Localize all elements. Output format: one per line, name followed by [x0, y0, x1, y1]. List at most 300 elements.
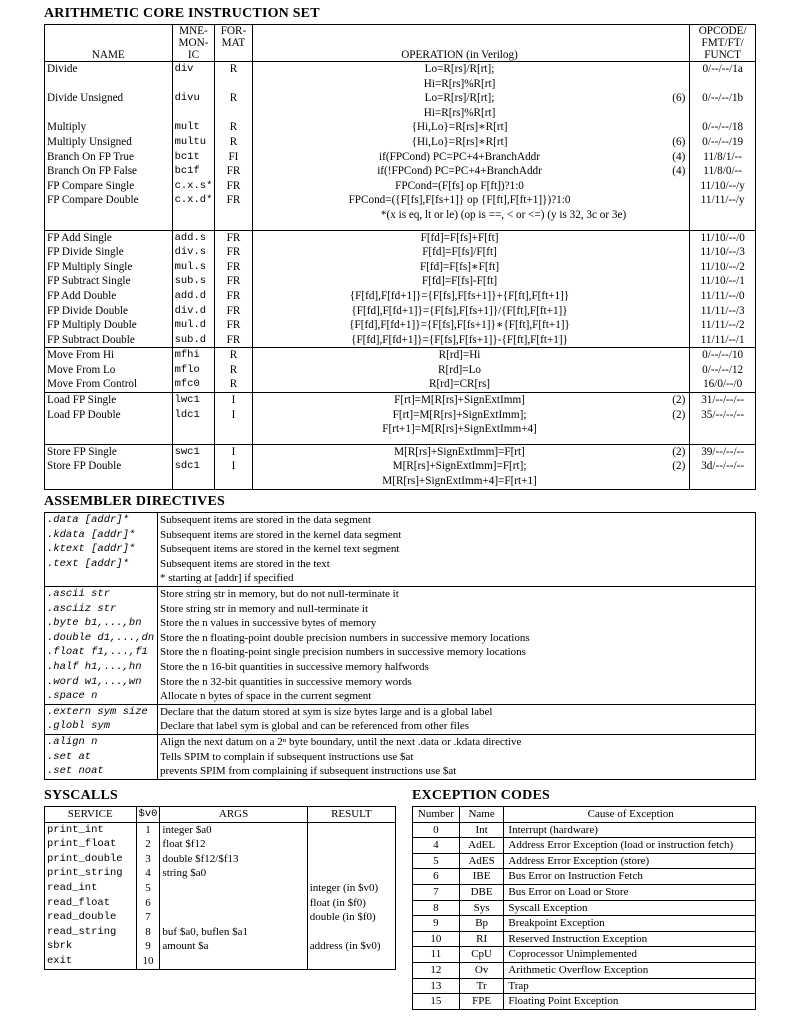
header-format-line: MAT [221, 37, 246, 49]
instruction-format: FR [215, 289, 252, 304]
syscall-row [45, 866, 396, 881]
instruction-operation: Hi=R[rs]%R[rt] [252, 77, 667, 92]
syscall-service: print_int [45, 822, 137, 837]
instruction-name [45, 77, 173, 92]
exception-name: Ov [459, 962, 504, 978]
syscall-v0: 2 [136, 837, 160, 852]
header-note [667, 25, 690, 62]
exception-row [413, 994, 756, 1010]
instruction-operation: F[fd]=F[fs]/F[ft] [252, 245, 667, 260]
directive-row [45, 542, 756, 557]
instruction-format: FR [215, 318, 252, 333]
syscall-result [307, 852, 395, 867]
instruction-operation: F[rt]=M[R[rs]+SignExtImm] [252, 393, 667, 408]
instruction-row [45, 120, 756, 135]
instruction-note [667, 179, 690, 194]
instruction-opcode [690, 422, 756, 437]
instruction-name [45, 422, 173, 437]
directive-name: .extern sym size [45, 704, 158, 719]
instruction-mnemonic: bc1t [172, 150, 215, 165]
exception-name: Bp [459, 916, 504, 932]
instruction-name: FP Divide Single [45, 245, 173, 260]
directive-name: .globl sym [45, 719, 158, 734]
instruction-opcode: 11/11/--/0 [690, 289, 756, 304]
directive-description: Subsequent items are stored in the kernel text segment [157, 542, 755, 557]
syscall-result [307, 822, 395, 837]
instruction-row [45, 333, 756, 348]
syscall-v0: 1 [136, 822, 160, 837]
instruction-row [45, 422, 756, 437]
syscall-row [45, 910, 396, 925]
directive-name: .word w1,...,wn [45, 675, 158, 690]
instruction-row [45, 444, 756, 459]
exception-name: DBE [459, 884, 504, 900]
instruction-format: R [215, 135, 252, 150]
header-opcode-line: FUNCT [704, 49, 741, 61]
instruction-name: Move From Hi [45, 348, 173, 363]
syscall-service: sbrk [45, 939, 137, 954]
instruction-note [667, 474, 690, 489]
instruction-row [45, 408, 756, 423]
directive-row [45, 764, 756, 779]
instruction-operation: F[fd]=F[fs]∗F[ft] [252, 260, 667, 275]
instruction-format: FR [215, 245, 252, 260]
syscall-service: exit [45, 954, 137, 969]
instruction-operation: FPCond=({F[fs],F[fs+1]} op {F[ft],F[ft+1]})?1:0 [252, 193, 667, 208]
instruction-name: Load FP Single [45, 393, 173, 408]
instruction-mnemonic: multu [172, 135, 215, 150]
instruction-opcode: 11/8/1/-- [690, 150, 756, 165]
instruction-mnemonic: add.d [172, 289, 215, 304]
directives-title: ASSEMBLER DIRECTIVES [44, 494, 225, 509]
instruction-opcode: 0/--/--/18 [690, 120, 756, 135]
instruction-row [45, 91, 756, 106]
instruction-note: (2) [672, 408, 686, 421]
instruction-operation: M[R[rs]+SignExtImm+4]=F[rt+1] [252, 474, 667, 489]
exceptions-header-row [413, 807, 756, 823]
instruction-opcode: 11/10/--/1 [690, 274, 756, 289]
instruction-row [45, 274, 756, 289]
instruction-mnemonic: lwc1 [172, 393, 215, 408]
instruction-note [667, 422, 690, 437]
instruction-format: R [215, 91, 252, 106]
syscall-args: buf $a0, buflen $a1 [160, 925, 307, 940]
instruction-opcode: 0/--/--/1b [690, 91, 756, 106]
instruction-opcode: 0/--/--/10 [690, 348, 756, 363]
directive-description: Tells SPIM to complain if subsequent instructions use $at [157, 750, 755, 765]
instruction-opcode: 11/11/--/2 [690, 318, 756, 333]
directive-description: Store string str in memory and null-terminate it [157, 602, 755, 617]
exception-codes-table [412, 806, 756, 1010]
syscall-row [45, 896, 396, 911]
exception-row [413, 962, 756, 978]
instruction-operation: F[rt]=M[R[rs]+SignExtImm]; [252, 408, 667, 423]
instruction-note [667, 363, 690, 378]
instruction-name: Branch On FP True [45, 150, 173, 165]
instruction-opcode: 11/10/--/3 [690, 245, 756, 260]
instruction-mnemonic: sdc1 [172, 459, 215, 474]
instruction-mnemonic: div.d [172, 304, 215, 319]
syscalls-header-row [45, 807, 396, 823]
exception-number: 15 [413, 994, 460, 1010]
instruction-mnemonic [172, 422, 215, 437]
instruction-format: I [215, 408, 252, 423]
instruction-operation: R[rd]=CR[rs] [252, 377, 667, 392]
syscall-result: integer (in $v0) [307, 881, 395, 896]
instruction-note: (4) [672, 165, 686, 178]
syscall-row [45, 881, 396, 896]
exception-cause: Address Error Exception (load or instruction fetch) [504, 838, 756, 854]
instruction-note [667, 193, 690, 208]
exception-row [413, 869, 756, 885]
instruction-name: FP Multiply Double [45, 318, 173, 333]
directive-name: .data [addr]* [45, 513, 158, 528]
instruction-opcode: 11/11/--/1 [690, 333, 756, 348]
instruction-operation: R[rd]=Lo [252, 363, 667, 378]
instruction-mnemonic [172, 106, 215, 121]
instruction-mnemonic: sub.d [172, 333, 215, 348]
instruction-note: (6) [672, 135, 686, 148]
syscalls-title: SYSCALLS [44, 788, 118, 803]
directive-name: .ascii str [45, 586, 158, 601]
directive-name: .ktext [addr]* [45, 542, 158, 557]
directive-name: .set noat [45, 764, 158, 779]
instruction-format: FR [215, 193, 252, 208]
instruction-format: FR [215, 304, 252, 319]
instruction-opcode: 0/--/--/12 [690, 363, 756, 378]
instruction-mnemonic: mfhi [172, 348, 215, 363]
instruction-row [45, 393, 756, 408]
exception-row [413, 884, 756, 900]
syscall-v0: 5 [136, 881, 160, 896]
exception-name: RI [459, 931, 504, 947]
instruction-note: (2) [667, 444, 690, 459]
instruction-mnemonic [172, 208, 215, 223]
instruction-name: Store FP Double [45, 459, 173, 474]
directive-description: Store string str in memory, but do not null-terminate it [157, 586, 755, 601]
syscall-result [307, 954, 395, 969]
instruction-name: Branch On FP False [45, 164, 173, 179]
syscall-result [307, 925, 395, 940]
directive-description: Subsequent items are stored in the kernel data segment [157, 528, 755, 543]
syscall-args: integer $a0 [160, 822, 307, 837]
directive-description: Declare that the datum stored at sym is size bytes large and is a global label [157, 704, 755, 719]
instruction-row [45, 193, 756, 208]
instruction-opcode: 35/--/--/-- [690, 408, 756, 423]
instruction-row [45, 459, 756, 474]
directive-description: prevents SPIM from complaining if subsequent instructions use $at [157, 764, 755, 779]
instruction-mnemonic: swc1 [172, 444, 215, 459]
exception-name: FPE [459, 994, 504, 1010]
instruction-row [45, 260, 756, 275]
instruction-opcode: 0/--/--/19 [690, 135, 756, 150]
syscall-result: float (in $f0) [307, 896, 395, 911]
instruction-operation: R[rd]=Hi [252, 348, 667, 363]
instruction-row [45, 348, 756, 363]
instruction-note: (4) [672, 150, 686, 163]
instruction-mnemonic: sub.s [172, 274, 215, 289]
instruction-format: R [215, 348, 252, 363]
directive-row [45, 586, 756, 601]
syscall-service: print_string [45, 866, 137, 881]
instruction-mnemonic: mul.d [172, 318, 215, 333]
instruction-note [667, 318, 690, 333]
instruction-opcode: 11/10/--/0 [690, 230, 756, 245]
instruction-operation: F[rt+1]=M[R[rs]+SignExtImm+4] [252, 422, 667, 437]
syscall-service: print_float [45, 837, 137, 852]
instruction-format: FR [215, 274, 252, 289]
instruction-format: FR [215, 230, 252, 245]
instruction-note [667, 304, 690, 319]
exceptions-title: EXCEPTION CODES [412, 788, 550, 803]
directive-description: Store the n floating-point double precision numbers in successive memory locations [157, 631, 755, 646]
instruction-opcode [690, 77, 756, 92]
syscall-args: double $f12/$f13 [160, 852, 307, 867]
instruction-format: I [215, 459, 252, 474]
syscall-args [160, 881, 307, 896]
exception-number: 13 [413, 978, 460, 994]
instruction-format: R [215, 377, 252, 392]
instruction-format: FR [215, 164, 252, 179]
instruction-note [667, 62, 690, 77]
instruction-operation: Lo=R[rs]/R[rt]; [252, 62, 667, 77]
instruction-opcode: 3d/--/--/-- [690, 459, 756, 474]
instruction-note: (2) [672, 460, 686, 473]
directive-row [45, 631, 756, 646]
instruction-note [667, 230, 690, 245]
syscall-result: address (in $v0) [307, 939, 395, 954]
instruction-operation: M[R[rs]+SignExtImm]=F[rt] [252, 444, 667, 459]
instruction-format: FR [215, 179, 252, 194]
directive-row [45, 675, 756, 690]
directive-description: Declare that label sym is global and can be referenced from other files [157, 719, 755, 734]
instruction-opcode [690, 208, 756, 223]
directive-row [45, 734, 756, 749]
instruction-opcode: 16/0/--/0 [690, 377, 756, 392]
exception-row [413, 822, 756, 838]
header-name: Name [459, 807, 504, 823]
instruction-mnemonic: mult [172, 120, 215, 135]
syscall-v0: 9 [136, 939, 160, 954]
exception-cause: Interrupt (hardware) [504, 822, 756, 838]
exception-cause: Bus Error on Instruction Fetch [504, 869, 756, 885]
directive-row [45, 645, 756, 660]
exception-number: 6 [413, 869, 460, 885]
syscall-v0: 6 [136, 896, 160, 911]
header-number: Number [413, 807, 460, 823]
exception-cause: Breakpoint Exception [504, 916, 756, 932]
directive-name: .space n [45, 689, 158, 704]
exception-number: 10 [413, 931, 460, 947]
syscall-args: float $f12 [160, 837, 307, 852]
exception-cause: Reserved Instruction Exception [504, 931, 756, 947]
instruction-mnemonic: ldc1 [172, 408, 215, 423]
header-mnemonic-line: MON- [178, 37, 209, 49]
exception-cause: Syscall Exception [504, 900, 756, 916]
instruction-format [215, 77, 252, 92]
exception-cause: Bus Error on Load or Store [504, 884, 756, 900]
instruction-name: Divide Unsigned [45, 91, 173, 106]
syscall-args: amount $a [160, 939, 307, 954]
directive-description: Subsequent items are stored in the data segment [157, 513, 755, 528]
directive-row [45, 689, 756, 704]
header-format-line: FOR- [220, 25, 247, 37]
instruction-operation: F[fd]=F[fs]+F[ft] [252, 230, 667, 245]
instruction-operation: Lo=R[rs]/R[rt]; [252, 91, 667, 106]
syscall-row [45, 822, 396, 837]
instruction-opcode: 0/--/--/1a [690, 62, 756, 77]
instruction-operation: {F[fd],F[fd+1]}={F[fs],F[fs+1]}/{F[ft],F[ft+1]} [252, 304, 667, 319]
syscall-v0: 8 [136, 925, 160, 940]
syscall-args: string $a0 [160, 866, 307, 881]
directive-description: Store the n 16-bit quantities in successive memory halfwords [157, 660, 755, 675]
directive-name: .set at [45, 750, 158, 765]
instruction-opcode: 11/11/--/3 [690, 304, 756, 319]
instruction-mnemonic: divu [172, 91, 215, 106]
exception-name: AdES [459, 853, 504, 869]
header-name: NAME [45, 25, 173, 62]
exception-cause: Floating Point Exception [504, 994, 756, 1010]
instruction-note [667, 333, 690, 348]
instruction-operation: if(FPCond) PC=PC+4+BranchAddr [252, 150, 667, 165]
instruction-row [45, 304, 756, 319]
directive-name: .double d1,...,dn [45, 631, 158, 646]
syscall-result [307, 866, 395, 881]
instruction-name: FP Divide Double [45, 304, 173, 319]
core-instruction-table [44, 24, 756, 490]
instruction-opcode: 31/--/--/-- [690, 393, 756, 408]
syscall-service: read_float [45, 896, 137, 911]
instruction-format: R [215, 363, 252, 378]
instruction-operation: Hi=R[rs]%R[rt] [252, 106, 667, 121]
instruction-operation: M[R[rs]+SignExtImm]=F[rt]; [252, 459, 667, 474]
syscall-v0: 3 [136, 852, 160, 867]
syscall-result: double (in $f0) [307, 910, 395, 925]
directive-row [45, 528, 756, 543]
instruction-opcode [690, 106, 756, 121]
exception-row [413, 947, 756, 963]
instruction-operation: FPCond=(F[fs] op F[ft])?1:0 [252, 179, 667, 194]
syscall-v0: 10 [136, 954, 160, 969]
syscall-service: read_string [45, 925, 137, 940]
directive-description: * starting at [addr] if specified [157, 571, 755, 586]
exception-name: CpU [459, 947, 504, 963]
instruction-row [45, 318, 756, 333]
spacer-row [45, 223, 756, 231]
syscall-row [45, 925, 396, 940]
instruction-name: FP Subtract Single [45, 274, 173, 289]
directive-name: .asciiz str [45, 602, 158, 617]
instruction-mnemonic: mflo [172, 363, 215, 378]
exception-number: 7 [413, 884, 460, 900]
exception-name: Int [459, 822, 504, 838]
instruction-row [45, 179, 756, 194]
syscall-service: read_int [45, 881, 137, 896]
instruction-format: FI [215, 150, 252, 165]
syscall-result [307, 837, 395, 852]
instruction-mnemonic: bc1f [172, 164, 215, 179]
instruction-row [45, 62, 756, 77]
instruction-note [667, 348, 690, 363]
syscall-args [160, 954, 307, 969]
instruction-row [45, 245, 756, 260]
instruction-opcode: 11/10/--/2 [690, 260, 756, 275]
instruction-row [45, 135, 756, 150]
instruction-name: Move From Control [45, 377, 173, 392]
directive-name: .byte b1,...,bn [45, 616, 158, 631]
instruction-note [667, 120, 690, 135]
instruction-format: R [215, 62, 252, 77]
syscall-args [160, 910, 307, 925]
directive-name: .float f1,...,f1 [45, 645, 158, 660]
exception-number: 12 [413, 962, 460, 978]
syscall-v0: 7 [136, 910, 160, 925]
syscall-args [160, 896, 307, 911]
instruction-note: (2) [667, 393, 690, 408]
directive-name: .text [addr]* [45, 557, 158, 572]
instruction-operation: F[fd]=F[fs]-F[ft] [252, 274, 667, 289]
instruction-opcode: 39/--/--/-- [690, 444, 756, 459]
directive-name: .kdata [addr]* [45, 528, 158, 543]
instruction-mnemonic: c.x.d* [172, 193, 215, 208]
exception-name: Sys [459, 900, 504, 916]
syscall-service: read_double [45, 910, 137, 925]
instruction-row [45, 230, 756, 245]
exception-cause: Coprocessor Unimplemented [504, 947, 756, 963]
instruction-note [667, 208, 690, 223]
instruction-name: Multiply [45, 120, 173, 135]
instruction-note [667, 289, 690, 304]
instruction-mnemonic [172, 77, 215, 92]
header-v0: $v0 [136, 807, 160, 823]
header-service: SERVICE [45, 807, 137, 823]
instruction-note [667, 106, 690, 121]
directive-row [45, 750, 756, 765]
exception-cause: Address Error Exception (store) [504, 853, 756, 869]
instruction-name: FP Subtract Double [45, 333, 173, 348]
instruction-note [667, 245, 690, 260]
instruction-name [45, 474, 173, 489]
directive-description: Store the n values in successive bytes of memory [157, 616, 755, 631]
instruction-mnemonic: mul.s [172, 260, 215, 275]
exception-row [413, 916, 756, 932]
instruction-name: FP Add Single [45, 230, 173, 245]
instruction-format: I [215, 444, 252, 459]
instruction-operation: {F[fd],F[fd+1]}={F[fs],F[fs+1]}∗{F[ft],F[ft+1]} [252, 318, 667, 333]
instruction-operation: *(x is eq, lt or le) (op is ==, < or <=) (y is 32, 3c or 3e) [252, 208, 667, 223]
directive-row [45, 719, 756, 734]
instruction-note [667, 274, 690, 289]
directive-name: .align n [45, 734, 158, 749]
header-args: ARGS [160, 807, 307, 823]
exception-number: 11 [413, 947, 460, 963]
directive-description: Allocate n bytes of space in the current segment [157, 689, 755, 704]
directive-description: Store the n floating-point single precision numbers in successive memory locations [157, 645, 755, 660]
directive-row [45, 660, 756, 675]
header-mnemonic [172, 25, 215, 62]
instruction-row [45, 106, 756, 121]
syscall-row [45, 939, 396, 954]
header-result: RESULT [307, 807, 395, 823]
directive-description: Align the next datum on a 2ⁿ byte boundary, until the next .data or .kdata directive [157, 734, 755, 749]
core-header-row [45, 25, 756, 62]
header-opcode-line: FMT/FT/ [701, 37, 744, 49]
instruction-row [45, 377, 756, 392]
exception-number: 9 [413, 916, 460, 932]
instruction-note [667, 260, 690, 275]
instruction-row [45, 208, 756, 223]
instruction-mnemonic: c.x.s* [172, 179, 215, 194]
